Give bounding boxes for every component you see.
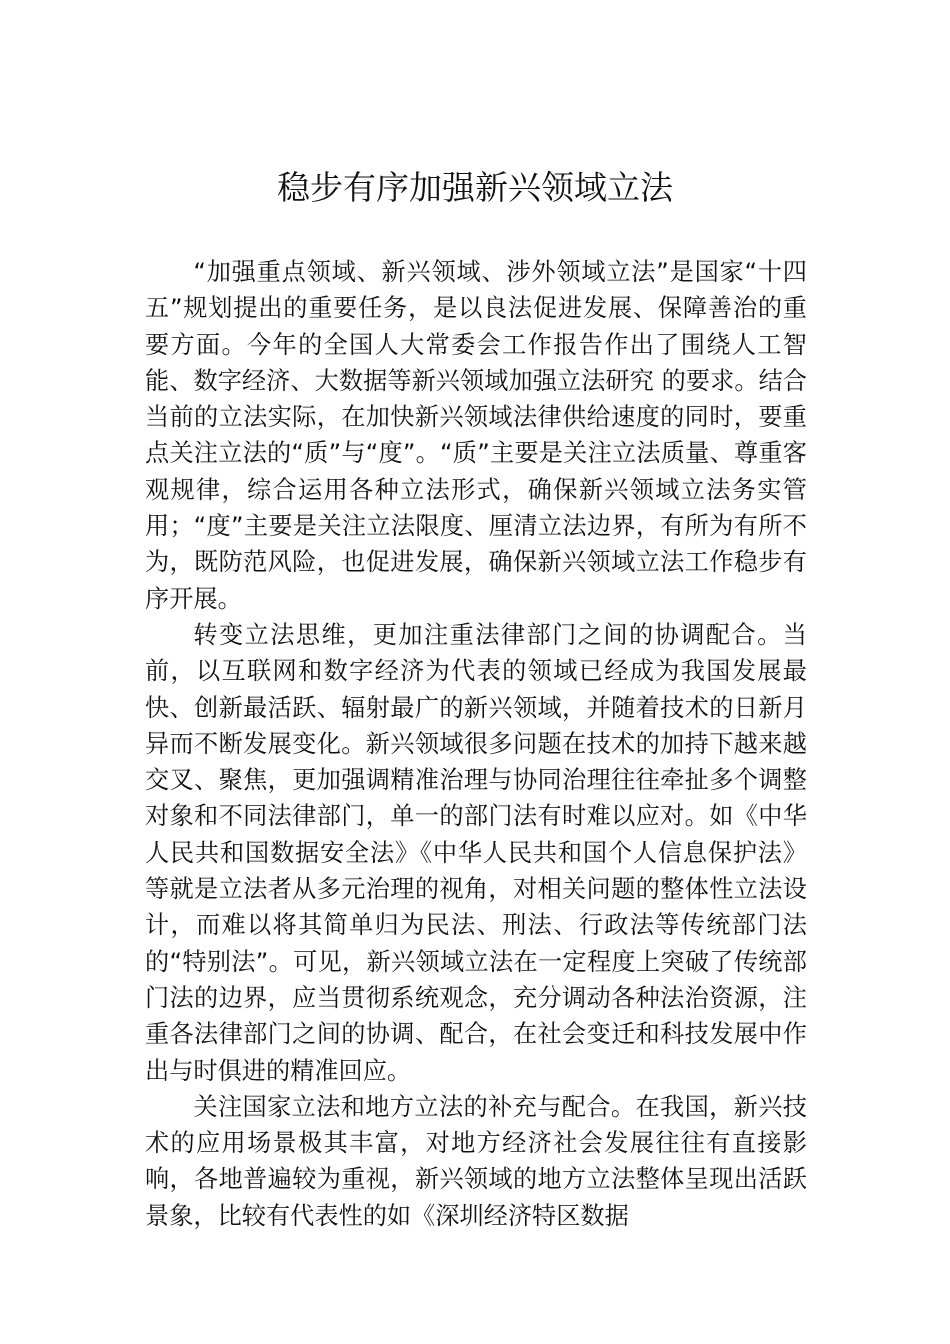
- paragraph-1: “加强重点领域、新兴领域、涉外领域立法”是国家“十四五”规划提出的重要任务，是以良法促进发展、保障善治的重要方面。今年的全国人大常委会工作报告作出了围绕人工智能、数字经济、大数据等新兴领域加强立法研究 的要求。结合当前的立法实际，在加快新兴领域法律供给速度的同时，要重点关注立法的“质”与“度”。“质”主要是关注立法质量、尊重客观规律，综合运用各种立法形式，确保新兴领域立法务实管用；“度”主要是关注立法限度、厘清立法边界，有所为有所不为，既防范风险，也促进发展，确保新兴领域立法工作稳步有序开展。: [145, 258, 807, 613]
- paragraph-3: 关注国家立法和地方立法的补充与配合。在我国，新兴技术的应用场景极其丰富，对地方经济社会发展往往有直接影响，各地普遍较为重视，新兴领域的地方立法整体呈现出活跃景象，比较有代表性的如《深圳经济特区数据: [145, 1092, 807, 1230]
- paragraph-2: 转变立法思维，更加注重法律部门之间的协调配合。当前，以互联网和数字经济为代表的领域已经成为我国发展最快、创新最活跃、辐射最广的新兴领域，并随着技术的日新月异而不断发展变化。新兴领域很多问题在技术的加持下越来越交叉、聚焦，更加强调精准治理与协同治理往往牵扯多个调整对象和不同法律部门，单一的部门法有时难以应对。如《中华人民共和国数据安全法》《中华人民共和国个人信息保护法》等就是立法者从多元治理的视角，对相关问题的整体性立法设计，而难以将其简单归为民法、刑法、行政法等传统部门法的“特别法”。可见，新兴领域立法在一定程度上突破了传统部门法的边界，应当贯彻系统观念，充分调动各种法治资源，注重各法律部门之间的协调、配合，在社会变迁和科技发展中作出与时俱进的精准回应。: [145, 620, 807, 1085]
- document-body: [145, 254, 807, 1234]
- document-title: 稳步有序加强新兴领域立法: [277, 168, 673, 207]
